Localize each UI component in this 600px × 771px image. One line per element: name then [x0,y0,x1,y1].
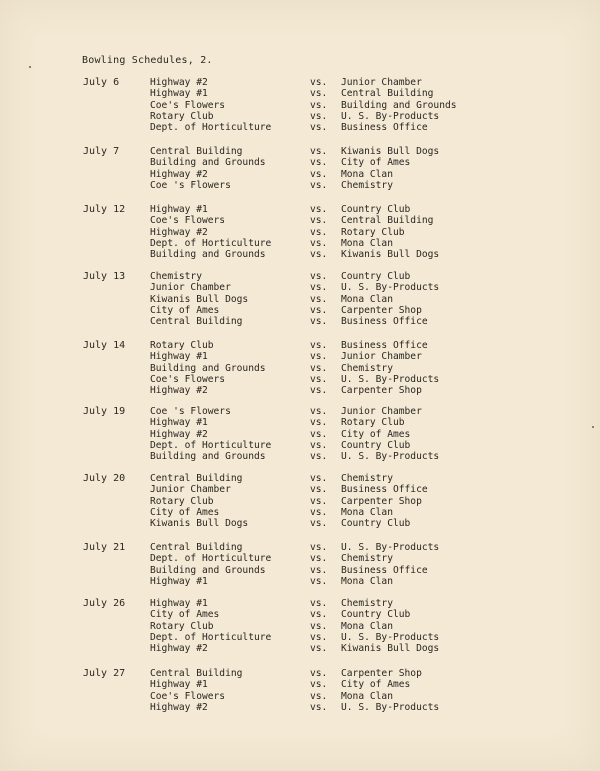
versus-label: vs. [310,77,328,88]
schedule-day [0,598,600,654]
versus-label: vs. [310,495,328,507]
versus-label: vs. [310,122,328,134]
schedule-day [0,204,600,260]
home-team: Building and Grounds [150,451,266,463]
away-team: Business Office [341,484,428,496]
match-row [0,473,600,484]
home-team: Building and Grounds [150,249,266,261]
match-date: July 13 [83,271,126,282]
home-team: Dept. of Horticulture [150,631,272,643]
versus-label: vs. [310,598,328,609]
away-team: U. S. By-Products [341,701,440,713]
home-team: Kiwanis Bull Dogs [150,518,249,530]
paper-speck [592,426,594,428]
match-date: July 7 [83,146,120,157]
match-row [0,77,600,88]
match-row [0,146,600,157]
match-row [0,668,600,679]
match-row [0,316,600,327]
away-team: Mona Clan [341,293,393,305]
versus-label: vs. [310,609,328,621]
versus-label: vs. [310,484,328,496]
away-team: Rotary Club [341,417,405,429]
match-row [0,542,600,553]
versus-label: vs. [310,293,328,305]
match-row [0,496,600,507]
home-team: Central Building [150,542,243,553]
away-team: Junior Chamber [341,351,422,363]
home-team: Coe 's Flowers [150,406,231,417]
away-team: Business Office [341,564,428,576]
home-team: Junior Chamber [150,282,231,294]
schedule-day [0,146,600,191]
versus-label: vs. [310,340,328,351]
home-team: Coe 's Flowers [150,179,231,191]
match-row [0,340,600,351]
away-team: City of Ames [341,679,411,691]
versus-label: vs. [310,690,328,702]
home-team: Coe's Flowers [150,215,226,227]
versus-label: vs. [310,518,328,530]
away-team: Kiwanis Bull Dogs [341,146,440,157]
versus-label: vs. [310,473,328,484]
match-row [0,553,600,564]
away-team: City of Ames [341,157,411,169]
away-team: Carpenter Shop [341,304,422,316]
away-team: Mona Clan [341,575,393,587]
match-row [0,429,600,440]
away-team: Junior Chamber [341,77,422,88]
schedule-day [0,473,600,529]
versus-label: vs. [310,215,328,227]
away-team: Chemistry [341,362,393,374]
match-row [0,702,600,713]
home-team: Highway #2 [150,168,208,180]
match-row [0,305,600,316]
schedule-day [0,77,600,133]
match-row [0,679,600,690]
versus-label: vs. [310,542,328,553]
match-row [0,282,600,293]
match-date: July 26 [83,598,126,609]
match-row [0,518,600,529]
versus-label: vs. [310,701,328,713]
match-row [0,621,600,632]
versus-label: vs. [310,631,328,643]
match-row [0,406,600,417]
match-row [0,204,600,215]
versus-label: vs. [310,451,328,463]
away-team: Central Building [341,88,434,100]
match-row [0,632,600,643]
home-team: Central Building [150,473,243,484]
away-team: Kiwanis Bull Dogs [341,643,440,655]
home-team: Highway #1 [150,88,208,100]
match-row [0,576,600,587]
match-row [0,271,600,282]
schedule-day [0,542,600,587]
versus-label: vs. [310,99,328,111]
home-team: Highway #2 [150,226,208,238]
away-team: Country Club [341,204,411,215]
home-team: Coe's Flowers [150,690,226,702]
away-team: Mona Clan [341,690,393,702]
home-team: Rotary Club [150,620,214,632]
versus-label: vs. [310,362,328,374]
match-row [0,451,600,462]
match-row [0,169,600,180]
versus-label: vs. [310,179,328,191]
versus-label: vs. [310,157,328,169]
match-date: July 14 [83,340,126,351]
match-row [0,598,600,609]
match-date: July 20 [83,473,126,484]
away-team: Country Club [341,518,411,530]
versus-label: vs. [310,679,328,691]
home-team: Highway #1 [150,575,208,587]
away-team: U. S. By-Products [341,373,440,385]
versus-label: vs. [310,168,328,180]
home-team: Kiwanis Bull Dogs [150,293,249,305]
versus-label: vs. [310,110,328,122]
home-team: Dept. of Horticulture [150,439,272,451]
home-team: Central Building [150,668,243,679]
versus-label: vs. [310,564,328,576]
away-team: Country Club [341,271,411,282]
away-team: City of Ames [341,428,411,440]
match-row [0,351,600,362]
match-row [0,374,600,385]
match-row [0,180,600,191]
schedule-day [0,668,600,713]
match-row [0,507,600,518]
match-date: July 19 [83,406,126,417]
versus-label: vs. [310,237,328,249]
match-date: July 21 [83,542,126,553]
versus-label: vs. [310,553,328,565]
match-date: July 6 [83,77,120,88]
versus-label: vs. [310,271,328,282]
versus-label: vs. [310,668,328,679]
home-team: Central Building [150,146,243,157]
home-team: Highway #2 [150,643,208,655]
home-team: Highway #2 [150,77,208,88]
versus-label: vs. [310,373,328,385]
away-team: Chemistry [341,473,393,484]
versus-label: vs. [310,439,328,451]
versus-label: vs. [310,226,328,238]
away-team: Kiwanis Bull Dogs [341,249,440,261]
versus-label: vs. [310,643,328,655]
match-date: July 27 [83,668,126,679]
home-team: Building and Grounds [150,362,266,374]
away-team: Rotary Club [341,226,405,238]
match-row [0,249,600,260]
match-row [0,88,600,99]
versus-label: vs. [310,406,328,417]
match-row [0,643,600,654]
away-team: Carpenter Shop [341,668,422,679]
match-row [0,215,600,226]
away-team: Mona Clan [341,168,393,180]
home-team: Building and Grounds [150,157,266,169]
match-row [0,691,600,702]
away-team: Mona Clan [341,620,393,632]
away-team: U. S. By-Products [341,542,440,553]
home-team: Dept. of Horticulture [150,553,272,565]
versus-label: vs. [310,146,328,157]
versus-label: vs. [310,282,328,294]
away-team: Chemistry [341,179,393,191]
away-team: Mona Clan [341,237,393,249]
home-team: Highway #2 [150,385,208,397]
away-team: Business Office [341,316,428,328]
match-row [0,440,600,451]
schedule-day [0,271,600,327]
home-team: City of Ames [150,304,220,316]
home-team: Dept. of Horticulture [150,237,272,249]
match-row [0,484,600,495]
away-team: U. S. By-Products [341,631,440,643]
away-team: Central Building [341,215,434,227]
away-team: U. S. By-Products [341,110,440,122]
match-row [0,294,600,305]
away-team: Chemistry [341,553,393,565]
away-team: Business Office [341,340,428,351]
schedule-day [0,406,600,462]
match-row [0,227,600,238]
home-team: City of Ames [150,506,220,518]
versus-label: vs. [310,204,328,215]
away-team: Country Club [341,609,411,621]
home-team: Junior Chamber [150,484,231,496]
schedule-day [0,340,600,396]
paper-speck [29,66,31,68]
match-row [0,157,600,168]
away-team: Business Office [341,122,428,134]
versus-label: vs. [310,88,328,100]
match-row [0,417,600,428]
home-team: Highway #1 [150,598,208,609]
versus-label: vs. [310,385,328,397]
away-team: U. S. By-Products [341,451,440,463]
match-row [0,565,600,576]
match-row [0,100,600,111]
home-team: Highway #1 [150,679,208,691]
versus-label: vs. [310,417,328,429]
versus-label: vs. [310,316,328,328]
page-header: Bowling Schedules, 2. [82,55,213,66]
match-row [0,122,600,133]
home-team: Coe's Flowers [150,373,226,385]
match-row [0,385,600,396]
home-team: Rotary Club [150,495,214,507]
versus-label: vs. [310,304,328,316]
away-team: Carpenter Shop [341,385,422,397]
match-date: July 12 [83,204,126,215]
away-team: Chemistry [341,598,393,609]
match-row [0,111,600,122]
home-team: Highway #2 [150,701,208,713]
away-team: Building and Grounds [341,99,457,111]
versus-label: vs. [310,506,328,518]
home-team: Rotary Club [150,110,214,122]
versus-label: vs. [310,249,328,261]
home-team: Highway #1 [150,417,208,429]
home-team: Highway #1 [150,204,208,215]
home-team: Rotary Club [150,340,214,351]
home-team: City of Ames [150,609,220,621]
versus-label: vs. [310,575,328,587]
away-team: Mona Clan [341,506,393,518]
home-team: Highway #1 [150,351,208,363]
away-team: Carpenter Shop [341,495,422,507]
home-team: Highway #2 [150,428,208,440]
versus-label: vs. [310,351,328,363]
versus-label: vs. [310,428,328,440]
home-team: Building and Grounds [150,564,266,576]
home-team: Chemistry [150,271,202,282]
home-team: Coe's Flowers [150,99,226,111]
home-team: Dept. of Horticulture [150,122,272,134]
away-team: U. S. By-Products [341,282,440,294]
home-team: Central Building [150,316,243,328]
match-row [0,609,600,620]
versus-label: vs. [310,620,328,632]
away-team: Country Club [341,439,411,451]
away-team: Junior Chamber [341,406,422,417]
match-row [0,363,600,374]
match-row [0,238,600,249]
